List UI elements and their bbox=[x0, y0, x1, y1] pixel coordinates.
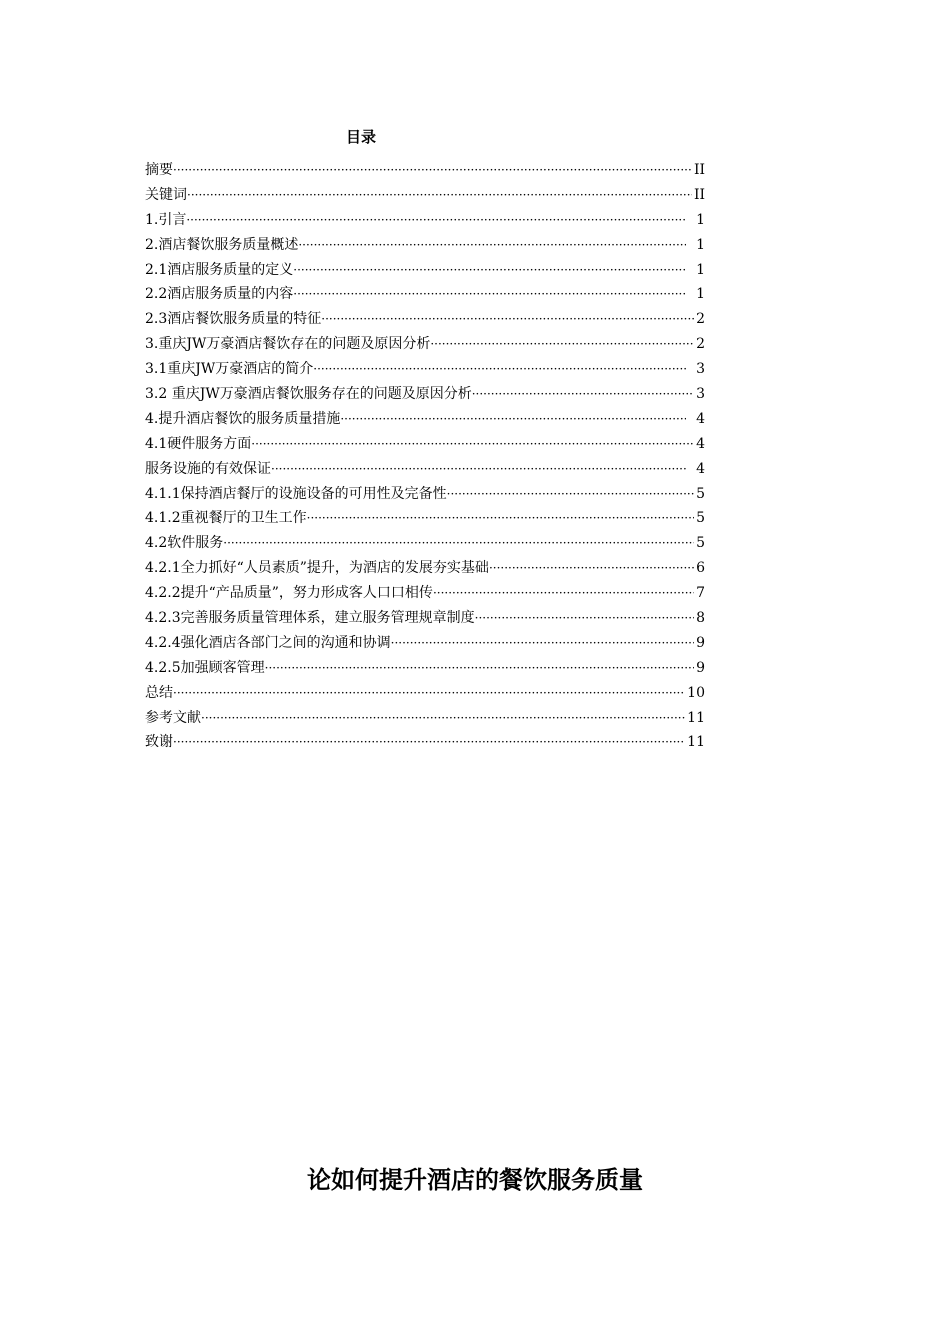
toc-leader-dots bbox=[298, 233, 686, 258]
toc-entry-label: 4.提升酒店餐饮的服务质量措施 bbox=[145, 410, 341, 427]
toc-leader-dots bbox=[313, 357, 686, 382]
toc-entry-page: 4 bbox=[696, 435, 705, 452]
toc-entry-label: 总结 bbox=[145, 684, 173, 701]
toc-leader-dots bbox=[251, 432, 694, 457]
toc-entry bbox=[145, 482, 705, 507]
toc-entry-label: 4.1.2重视餐厅的卫生工作 bbox=[145, 510, 307, 527]
toc-entry-label: 4.2.4强化酒店各部门之间的沟通和协调 bbox=[145, 634, 391, 651]
toc-entry bbox=[145, 506, 705, 531]
toc-entry-label: 服务设施的有效保证 bbox=[145, 460, 271, 477]
toc-title: 目录 bbox=[345, 128, 376, 146]
toc-leader-dots bbox=[173, 158, 692, 183]
toc-entry-label: 2.酒店餐饮服务质量概述 bbox=[145, 236, 299, 253]
toc-entry-page: 8 bbox=[696, 610, 705, 627]
toc-leader-dots bbox=[340, 407, 686, 432]
toc-entry bbox=[145, 556, 705, 581]
toc-entry-label: 3.1重庆JW万豪酒店的简介 bbox=[145, 361, 314, 378]
toc-entry bbox=[145, 307, 705, 332]
toc-entry-page: 5 bbox=[696, 485, 705, 502]
toc-entry-page: 4 bbox=[696, 460, 705, 477]
paper-title: 论如何提升酒店的餐饮服务质量 bbox=[307, 1165, 643, 1194]
toc-entry-label: 2.3酒店餐饮服务质量的特征 bbox=[145, 311, 322, 328]
toc-entry-page: 1 bbox=[696, 236, 705, 253]
toc-leader-dots bbox=[293, 258, 686, 283]
toc-entry-page: 11 bbox=[687, 734, 705, 751]
toc-entry-page: 5 bbox=[696, 510, 705, 527]
toc-entry-page: 11 bbox=[687, 709, 705, 726]
toc-entry bbox=[145, 183, 705, 208]
toc-entry bbox=[145, 382, 705, 407]
toc-entry-label: 2.2酒店服务质量的内容 bbox=[145, 286, 294, 303]
toc-entry-page: 1 bbox=[696, 286, 705, 303]
toc-entry-label: 参考文献 bbox=[145, 709, 201, 726]
toc-entry bbox=[145, 681, 705, 706]
toc-entry-page: 6 bbox=[696, 560, 705, 577]
toc-entry bbox=[145, 332, 705, 357]
toc-entry-page: II bbox=[693, 186, 705, 203]
toc-leader-dots bbox=[201, 706, 685, 731]
toc-leader-dots bbox=[293, 282, 686, 307]
table-of-contents bbox=[145, 158, 705, 755]
toc-entry bbox=[145, 606, 705, 631]
toc-leader-dots bbox=[223, 531, 694, 556]
toc-entry-page: 3 bbox=[696, 361, 705, 378]
toc-leader-dots bbox=[430, 332, 694, 357]
toc-entry bbox=[145, 706, 705, 731]
toc-entry bbox=[145, 208, 705, 233]
toc-leader-dots bbox=[187, 183, 692, 208]
toc-entry bbox=[145, 432, 705, 457]
toc-entry-label: 4.2软件服务 bbox=[145, 535, 224, 552]
toc-entry-label: 2.1酒店服务质量的定义 bbox=[145, 261, 294, 278]
toc-entry-page: 3 bbox=[696, 386, 705, 403]
toc-entry bbox=[145, 656, 705, 681]
toc-entry bbox=[145, 357, 705, 382]
toc-entry bbox=[145, 407, 705, 432]
toc-leader-dots bbox=[321, 307, 694, 332]
toc-entry bbox=[145, 581, 705, 606]
toc-leader-dots bbox=[391, 631, 694, 656]
toc-entry bbox=[145, 233, 705, 258]
toc-entry-page: 1 bbox=[696, 211, 705, 228]
toc-entry-page: II bbox=[693, 162, 705, 178]
toc-entry bbox=[145, 158, 705, 183]
toc-entry-page: 5 bbox=[696, 535, 705, 552]
toc-leader-dots bbox=[271, 457, 686, 482]
toc-entry-label: 4.2.1全力抓好“人员素质”提升，为酒店的发展夯实基础 bbox=[145, 560, 489, 577]
toc-entry-label: 关键词 bbox=[145, 186, 187, 203]
toc-entry-label: 3.重庆JW万豪酒店餐饮存在的问题及原因分析 bbox=[145, 336, 431, 353]
toc-entry-label: 致谢 bbox=[145, 734, 173, 751]
toc-leader-dots bbox=[475, 606, 694, 631]
toc-entry bbox=[145, 457, 705, 482]
toc-entry-label: 4.2.3完善服务质量管理体系，建立服务管理规章制度 bbox=[145, 610, 475, 627]
toc-leader-dots bbox=[307, 506, 694, 531]
toc-leader-dots bbox=[447, 482, 694, 507]
toc-entry-label: 4.1硬件服务方面 bbox=[145, 435, 252, 452]
toc-leader-dots bbox=[472, 382, 694, 407]
toc-entry-label: 1.引言 bbox=[145, 211, 187, 228]
toc-entry-page: 2 bbox=[696, 336, 705, 353]
toc-entry bbox=[145, 631, 705, 656]
toc-entry-page: 1 bbox=[696, 261, 705, 278]
toc-entry bbox=[145, 258, 705, 283]
toc-entry-page: 9 bbox=[696, 634, 705, 651]
toc-leader-dots bbox=[173, 681, 685, 706]
toc-entry-page: 9 bbox=[696, 659, 705, 676]
toc-leader-dots bbox=[186, 208, 686, 233]
toc-leader-dots bbox=[433, 581, 694, 606]
toc-entry-page: 7 bbox=[696, 585, 705, 602]
toc-entry-label: 3.2 重庆JW万豪酒店餐饮服务存在的问题及原因分析 bbox=[145, 386, 472, 403]
toc-entry-label: 4.2.5加强顾客管理 bbox=[145, 659, 265, 676]
toc-entry-page: 10 bbox=[687, 684, 705, 701]
toc-leader-dots bbox=[265, 656, 694, 681]
toc-entry-label: 摘要 bbox=[145, 162, 173, 178]
toc-entry-page: 2 bbox=[696, 311, 705, 328]
toc-entry-page: 4 bbox=[696, 410, 705, 427]
toc-entry bbox=[145, 730, 705, 755]
toc-leader-dots bbox=[489, 556, 694, 581]
toc-entry-label: 4.1.1保持酒店餐厅的设施设备的可用性及完备性 bbox=[145, 485, 447, 502]
toc-leader-dots bbox=[173, 730, 685, 755]
toc-entry bbox=[145, 531, 705, 556]
toc-entry bbox=[145, 282, 705, 307]
toc-entry-label: 4.2.2提升“产品质量”，努力形成客人口口相传 bbox=[145, 585, 433, 602]
